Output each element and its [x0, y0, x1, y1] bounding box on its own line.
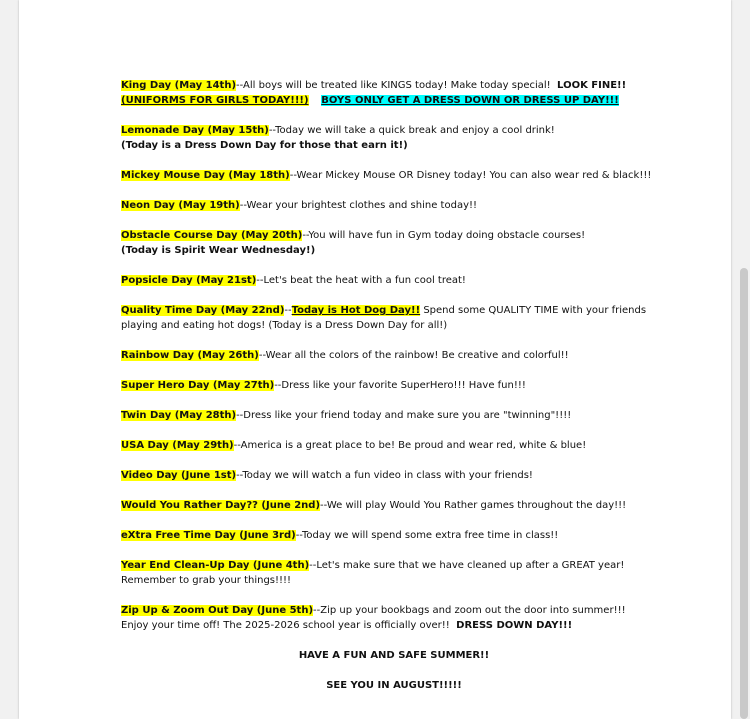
document-content: [121, 78, 681, 693]
entry-line2b: BOYS ONLY GET A DRESS DOWN OR DRESS UP DAY!!!: [321, 95, 619, 106]
entry-extra2: DRESS DOWN DAY!!!: [456, 620, 573, 631]
entry-year-end-clean-up-day: [121, 558, 681, 588]
entry-quality-time-day: [121, 303, 681, 333]
entry-text: --Today we will take a quick break and enjoy a cool drink!: [268, 125, 555, 136]
entry-text: --Wear Mickey Mouse OR Disney today! You can also wear red & black!!!: [289, 170, 652, 181]
entry-text: --You will have fun in Gym today doing obstacle courses!: [302, 230, 586, 241]
entry-obstacle-course-day: [121, 228, 681, 258]
entry-label2: Today is Hot Dog Day!!: [291, 305, 421, 316]
entry-label: Twin Day (May 28th): [121, 410, 237, 421]
closing-line-1: HAVE A FUN AND SAFE SUMMER!!: [298, 650, 490, 661]
entry-mickey-mouse-day: [121, 168, 681, 183]
entry-text: --Wear all the colors of the rainbow! Be creative and colorful!!: [258, 350, 569, 361]
entry-neon-day: [121, 198, 681, 213]
entry-sep: --: [284, 305, 292, 316]
document-page: [19, 0, 731, 719]
entry-label: Obstacle Course Day (May 20th): [121, 230, 303, 241]
entry-text: --Dress like your favorite SuperHero!!! Have fun!!!: [274, 380, 526, 391]
entry-text: --Wear your brightest clothes and shine today!!: [239, 200, 478, 211]
closing-line-2: SEE YOU IN AUGUST!!!!!: [326, 680, 462, 691]
entry-text: --Zip up your bookbags and zoom out the door into summer!!!: [313, 605, 626, 616]
entry-label: Rainbow Day (May 26th): [121, 350, 259, 361]
entry-text: --Dress like your friend today and make sure you are "twinning"!!!!: [236, 410, 572, 421]
entry-label: Mickey Mouse Day (May 18th): [121, 170, 290, 181]
entry-label: Would You Rather Day?? (June 2nd): [121, 500, 321, 511]
entry-label: Popsicle Day (May 21st): [121, 275, 257, 286]
entry-line2: (Today is Spirit Wear Wednesday!): [121, 245, 316, 256]
entry-zip-up-zoom-out-day: [121, 603, 681, 633]
entry-usa-day: [121, 438, 681, 453]
scrollbar-track[interactable]: [738, 0, 750, 719]
entry-popsicle-day: [121, 273, 681, 288]
entry-text: --We will play Would You Rather games throughout the day!!!: [320, 500, 627, 511]
entry-line2: (Today is a Dress Down Day for those that earn it!): [121, 140, 408, 151]
scrollbar-thumb[interactable]: [740, 268, 748, 719]
entry-text: --Let's make sure that we have cleaned up after a GREAT year!: [309, 560, 625, 571]
entry-would-you-rather-day: [121, 498, 681, 513]
entry-label: Lemonade Day (May 15th): [121, 125, 269, 136]
entry-text: Spend some QUALITY TIME with your friends playing and eating hot dogs! (Today is a Dress Down Day for all!): [121, 305, 647, 331]
entry-text: --America is a great place to be! Be proud and wear red, white & blue!: [233, 440, 587, 451]
entry-text: --All boys will be treated like KINGS today! Make today special!: [236, 80, 551, 91]
entry-line2: Remember to grab your things!!!!: [121, 575, 292, 586]
entry-text: --Let's beat the heat with a fun cool treat!: [256, 275, 466, 286]
entry-text: --Today we will watch a fun video in class with your friends!: [236, 470, 533, 481]
entry-label: eXtra Free Time Day (June 3rd): [121, 530, 296, 541]
entry-extra-free-time-day: [121, 528, 681, 543]
entry-label: Year End Clean-Up Day (June 4th): [121, 560, 310, 571]
entry-label: Quality Time Day (May 22nd): [121, 305, 285, 316]
entry-line2a: (UNIFORMS FOR GIRLS TODAY!!!): [121, 95, 309, 106]
entry-line2: Enjoy your time off! The 2025-2026 school year is officially over!!: [121, 620, 450, 631]
entry-label: Zip Up & Zoom Out Day (June 5th): [121, 605, 314, 616]
entry-label: Neon Day (May 19th): [121, 200, 240, 211]
entry-label: USA Day (May 29th): [121, 440, 234, 451]
entry-label: King Day (May 14th): [121, 80, 237, 91]
entry-king-day: [121, 78, 681, 108]
entry-label: Super Hero Day (May 27th): [121, 380, 275, 391]
entry-super-hero-day: [121, 378, 681, 393]
entry-video-day: [121, 468, 681, 483]
entry-label: Video Day (June 1st): [121, 470, 237, 481]
entry-extra: LOOK FINE!!: [557, 80, 627, 91]
entry-lemonade-day: [121, 123, 681, 153]
entry-text: --Today we will spend some extra free time in class!!: [295, 530, 559, 541]
entry-twin-day: [121, 408, 681, 423]
entry-rainbow-day: [121, 348, 681, 363]
